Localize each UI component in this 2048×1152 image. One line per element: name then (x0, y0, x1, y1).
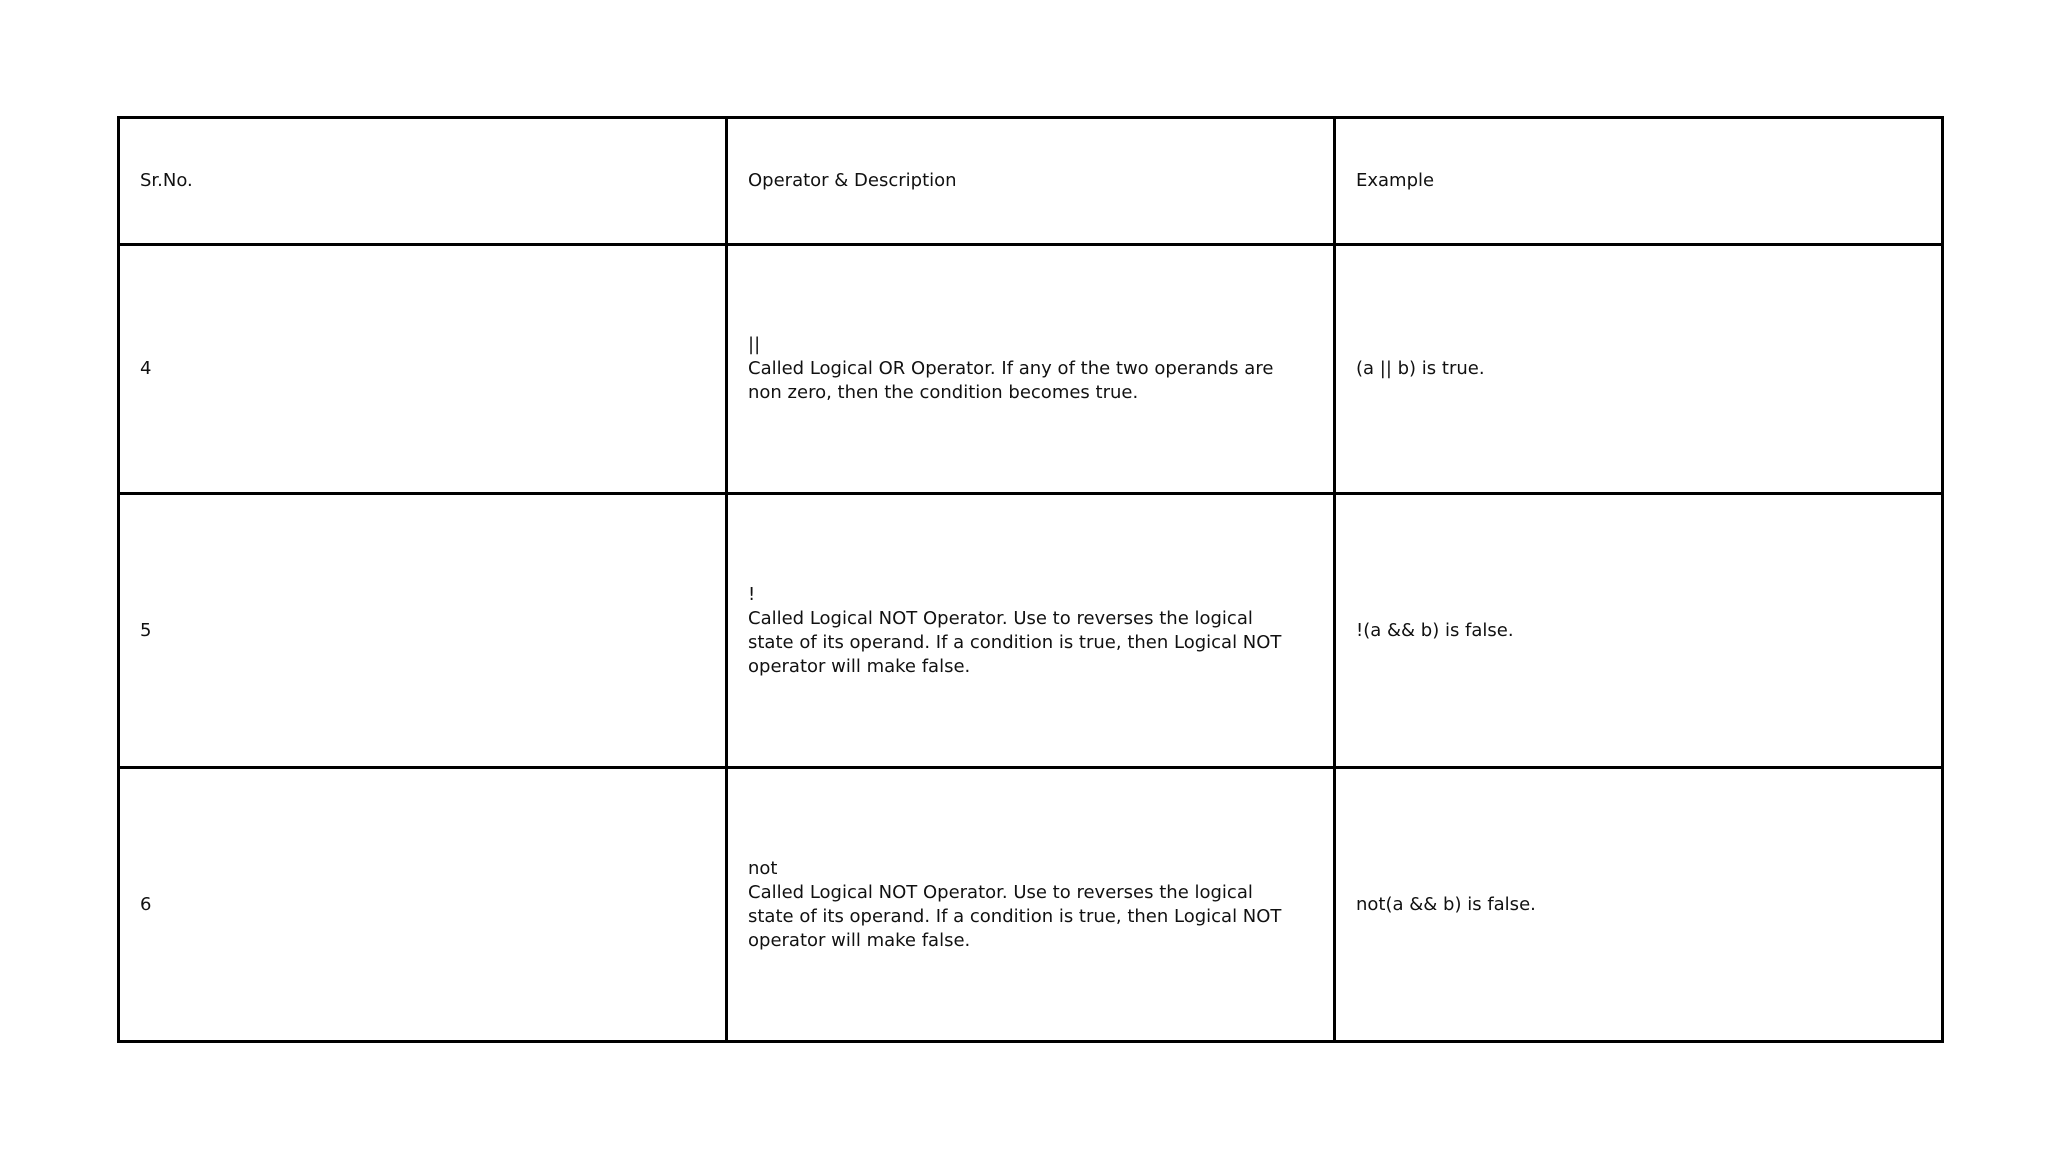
example-cell: (a || b) is true. (1335, 245, 1943, 494)
operator-description-cell (727, 245, 1335, 494)
sr-no-cell: 6 (119, 768, 727, 1042)
header-operator-description: Operator & Description (727, 118, 1335, 245)
table-row (119, 768, 1943, 1042)
table-header-row (119, 118, 1943, 245)
operator-description: Called Logical NOT Operator. Use to reverses the logical state of its operand. If a condition is true, then Logical NOT operator will make false. (748, 881, 1282, 951)
header-sr-no: Sr.No. (119, 118, 727, 245)
operator-description: Called Logical OR Operator. If any of the two operands are non zero, then the condition becomes true. (748, 358, 1274, 403)
operator-description-cell (727, 494, 1335, 768)
example-cell: !(a && b) is false. (1335, 494, 1943, 768)
sr-no-cell: 4 (119, 245, 727, 494)
table-row (119, 245, 1943, 494)
operator-description-cell (727, 768, 1335, 1042)
operator-symbol: || (748, 334, 761, 355)
operator-description: Called Logical NOT Operator. Use to reverses the logical state of its operand. If a condition is true, then Logical NOT operator will make false. (748, 607, 1282, 677)
example-cell: not(a && b) is false. (1335, 768, 1943, 1042)
operator-symbol: ! (748, 583, 756, 605)
table-row (119, 494, 1943, 768)
sr-no-cell: 5 (119, 494, 727, 768)
header-example: Example (1335, 118, 1943, 245)
operators-table (117, 116, 1944, 1043)
operator-symbol: not (748, 857, 778, 879)
